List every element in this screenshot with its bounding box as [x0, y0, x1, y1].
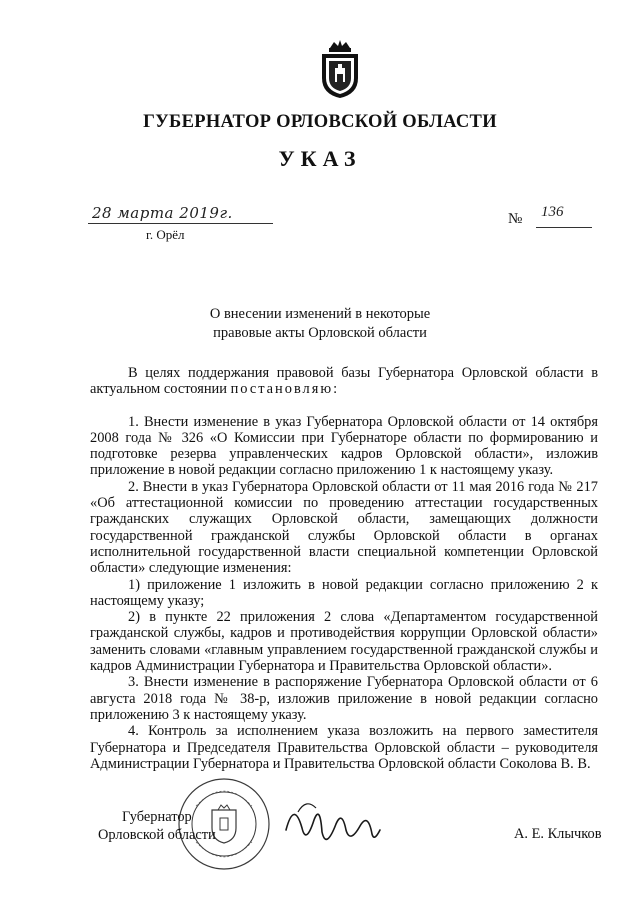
decree-word: постановляю — [230, 381, 334, 398]
coat-of-arms-icon — [316, 38, 364, 100]
number-underline — [536, 227, 592, 228]
document-body — [90, 365, 598, 772]
item-1: 1. Внести изменение в указ Губернатора Орловской области от 14 октября 2008 года № 326 «О Комиссии при Губернаторе области по формированию и подготовке резерва управленческих кадров Орловской области», изложив приложение в новой редакции согласно приложению 1 к настоящему указу. — [90, 413, 598, 479]
city-label: г. Орёл — [146, 227, 185, 242]
preamble — [90, 365, 598, 398]
item-2-sub-1: 1) приложение 1 изложить в новой редакции согласно приложению 2 к настоящему указу; — [90, 576, 598, 609]
handwritten-number: 136 — [541, 204, 564, 220]
document-title — [0, 305, 640, 343]
handwritten-signature — [276, 790, 386, 860]
document-type: УКАЗ — [278, 146, 362, 171]
number-label: № — [508, 211, 523, 227]
signatory-position — [98, 808, 216, 844]
item-4: 4. Контроль за исполнением указа возложить на первого заместителя Губернатора и Председателя Правительства Орловской области – руководителя Администрации Губернатора и Правительства Орловской области Соколова В. В. — [90, 723, 598, 772]
signatory-name: А. Е. Клычков — [514, 826, 602, 842]
handwritten-date: 28 марта 2019г. — [92, 204, 233, 222]
item-2: 2. Внести в указ Губернатора Орловской области от 11 мая 2016 года № 217 «Об аттестационной комиссии по проведению аттестации государственных гражданских служащих Орловской области, замещающих должности государственной гражданской службы Орловской области в органах исполнительной государственной власти специальной компетенции Орловской области» следующие изменения: — [90, 478, 598, 577]
preamble-end: : — [333, 381, 338, 398]
title-line-1: О внесении изменений в некоторые — [209, 306, 431, 322]
item-2-sub-2: 2) в пункте 22 приложения 2 слова «Департаментом государственной гражданской службы, кадров и противодействия коррупции Орловской области» заменить словами «главным управлением государственной гражданской службы и кадров Администрации Губернатора и Правительства Орловской области». — [90, 609, 598, 675]
title-line-2: правовые акты Орловской области — [213, 325, 427, 341]
position-line-2: Орловской области — [98, 827, 216, 843]
issuing-authority: ГУБЕРНАТОР ОРЛОВСКОЙ ОБЛАСТИ — [143, 112, 497, 132]
item-3: 3. Внести изменение в распоряжение Губернатора Орловской области от 6 августа 2018 года № 38-р, изложив приложение в новой редакции согласно приложению 3 к настоящему указу. — [90, 674, 598, 723]
position-line-1: Губернатор — [122, 809, 192, 825]
preamble-text: В целях поддержания правовой базы Губернатора Орловской области в актуальном состоянии — [90, 365, 598, 398]
date-underline — [88, 223, 273, 224]
